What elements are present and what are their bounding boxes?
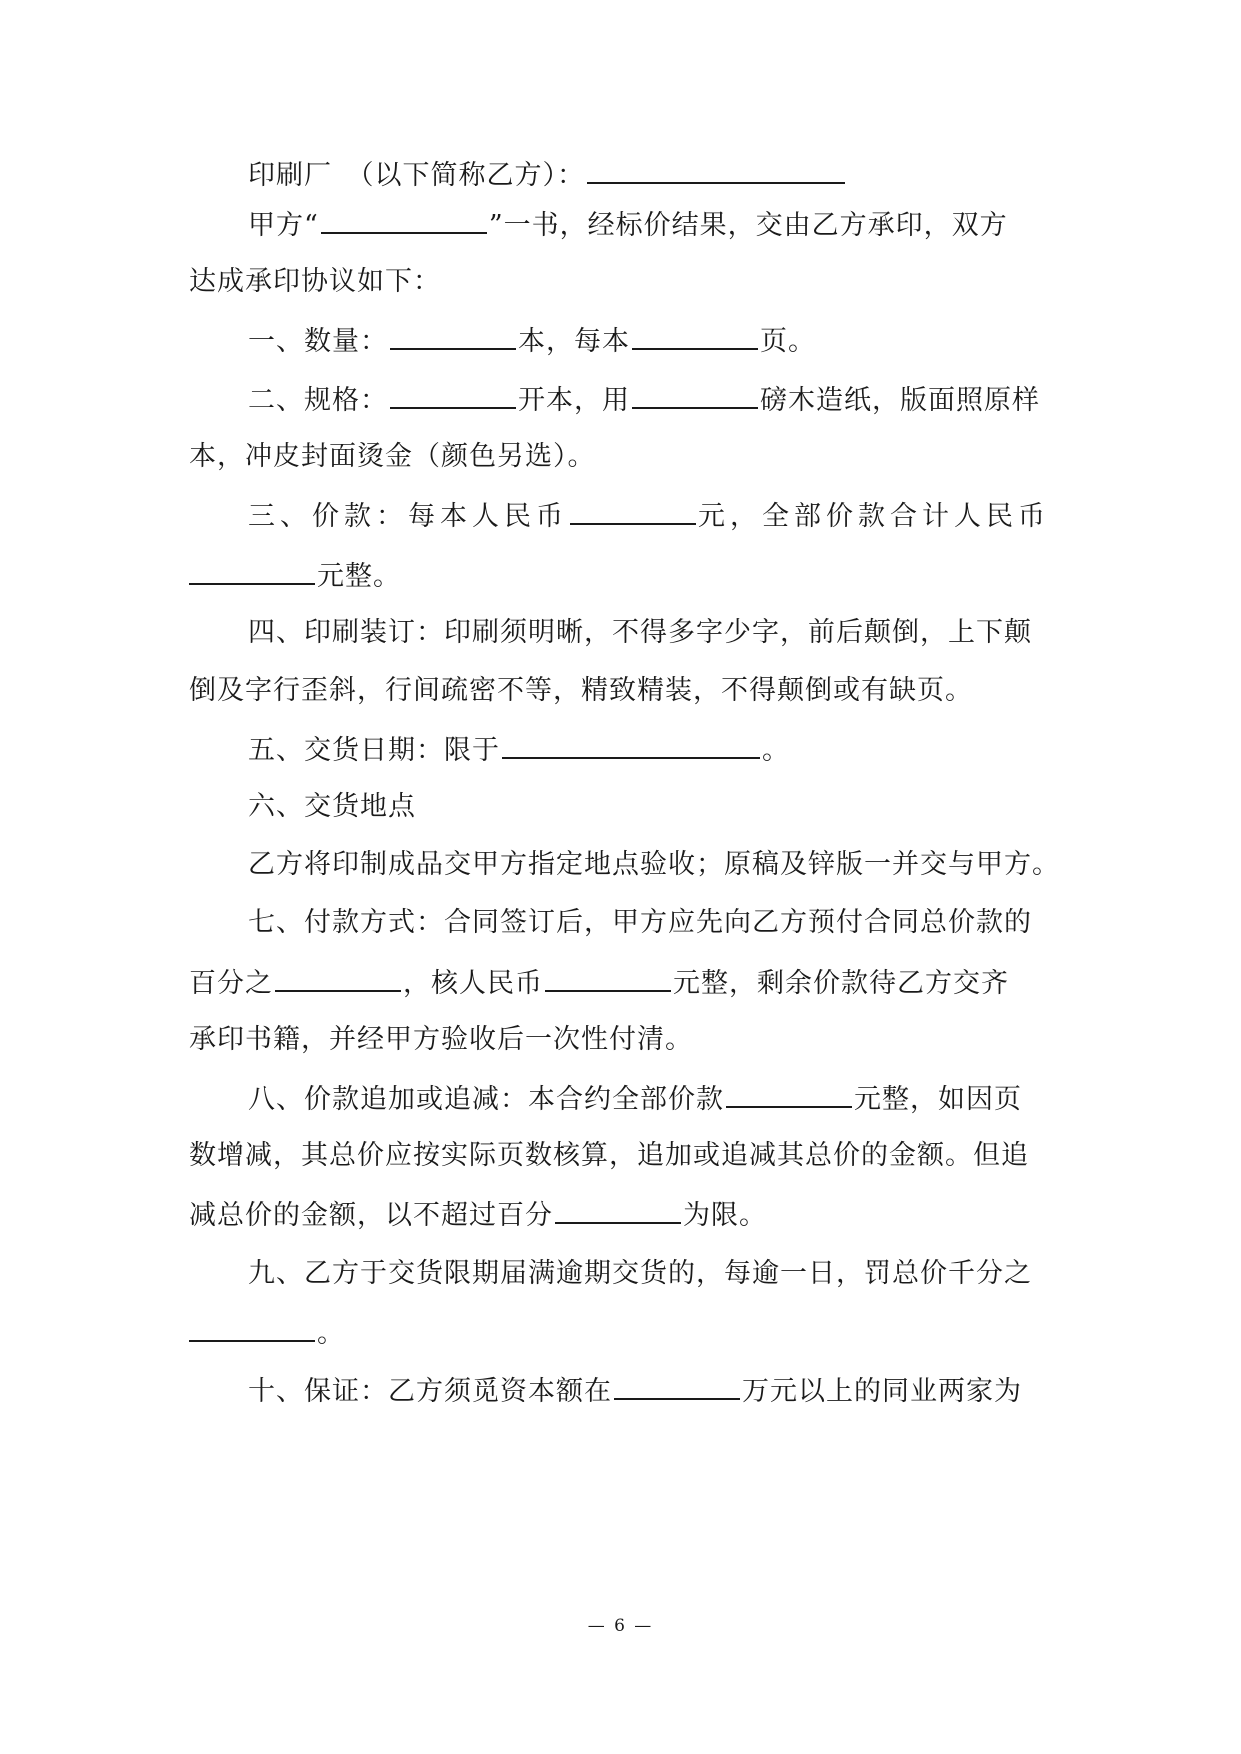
contract-total-blank	[726, 1080, 852, 1108]
clause-3-price	[248, 497, 1128, 535]
clause-10-guarantee	[248, 1372, 1128, 1410]
clause-1-quantity	[248, 322, 1128, 360]
clause-2-spec	[248, 381, 1128, 419]
book-title-blank	[321, 206, 487, 234]
clause-8-continuation	[189, 1138, 1069, 1174]
clause-4-continuation	[189, 673, 1069, 709]
clause-4-continuation-text: 倒及字行歪斜，行间疏密不等，精致精装，不得颠倒或有缺页。	[189, 675, 973, 706]
clause-9-continuation	[189, 1314, 1069, 1352]
paper-weight-blank	[632, 381, 758, 409]
clause-8-label: 八、价款追加或追减：本合约全部价款	[248, 1084, 724, 1115]
clause-2-continuation-text: 本，冲皮封面烫金（颜色另选）。	[189, 441, 596, 472]
clause-7-mid-text: ，核人民币	[403, 968, 543, 999]
clause-5-delivery-date	[248, 731, 1128, 769]
clause-10-text: 万元以上的同业两家为	[742, 1376, 1022, 1407]
clause-1-text: 本，每本	[518, 326, 630, 357]
clause-6-text: 乙方将印制成品交甲方指定地点验收；原稿及锌版一并交与甲方。	[248, 849, 1060, 880]
format-blank	[390, 381, 516, 409]
clause-9-penalty	[248, 1256, 1128, 1292]
clause-7-text: 七、付款方式：合同签订后，甲方应先向乙方预付合同总价款的	[248, 907, 1032, 938]
reduction-limit-blank	[555, 1196, 681, 1224]
clause-5-end: 。	[762, 735, 790, 766]
clause-2-text: 开本，用	[518, 385, 630, 416]
clause-3-continuation	[189, 557, 1069, 595]
clause-9-end: 。	[317, 1318, 345, 1349]
advance-percent-blank	[275, 964, 401, 992]
clause-8-final-end: 为限。	[683, 1200, 767, 1231]
party-b-line	[248, 156, 1128, 194]
pages-blank	[632, 322, 758, 350]
clause-7-end-text: 元整，剩余价款待乙方交齐	[673, 968, 1009, 999]
clause-1-label: 一、数量：	[248, 326, 388, 357]
delivery-date-blank	[502, 731, 760, 759]
intro-line	[248, 206, 1128, 244]
clause-6-text-line	[248, 847, 1128, 883]
unit-price-blank	[570, 497, 696, 525]
total-price-blank	[189, 557, 315, 585]
advance-amount-blank	[545, 964, 671, 992]
clause-5-label: 五、交货日期：限于	[248, 735, 500, 766]
intro-text-end: ”一书，经标价结果，交由乙方承印，双方	[488, 210, 1008, 241]
clause-1-end: 页。	[760, 326, 816, 357]
party-b-blank	[587, 156, 845, 184]
clause-2-label: 二、规格：	[248, 385, 388, 416]
intro-continuation	[189, 264, 1069, 300]
clause-2-continuation	[189, 439, 1069, 475]
clause-9-text: 九、乙方于交货限期届满逾期交货的，每逾一日，罚总价千分之	[248, 1258, 1032, 1289]
clause-7-final-text: 承印书籍，并经甲方验收后一次性付清。	[189, 1024, 693, 1055]
clause-6-label: 六、交货地点	[248, 791, 416, 822]
clause-7-final	[189, 1022, 1069, 1058]
page-number: — 6 —	[587, 1616, 654, 1636]
clause-10-label: 十、保证：乙方须觅资本额在	[248, 1376, 612, 1407]
capital-amount-blank	[614, 1372, 740, 1400]
clause-4-printing	[248, 615, 1128, 651]
clause-3-text: 元，全部价款合计人民币	[698, 501, 1050, 532]
clause-8-text: 元整，如因页	[854, 1084, 1022, 1115]
clause-4-text: 四、印刷装订：印刷须明晰，不得多字少字，前后颠倒，上下颠	[248, 617, 1032, 648]
clause-7-continuation	[189, 964, 1069, 1002]
clause-7-payment	[248, 905, 1128, 941]
intro-text-start: 甲方“	[248, 210, 319, 241]
clause-6-delivery-place	[248, 789, 1128, 825]
clause-2-end: 磅木造纸，版面照原样	[760, 385, 1040, 416]
clause-8-final	[189, 1196, 1069, 1234]
clause-8-continuation-text: 数增减，其总价应按实际页数核算，追加或追减其总价的金额。但追	[189, 1140, 1029, 1171]
clause-3-end: 元整。	[317, 561, 401, 592]
clause-8-adjustment	[248, 1080, 1128, 1118]
intro-continuation-text: 达成承印协议如下：	[189, 266, 441, 297]
penalty-rate-blank	[189, 1314, 315, 1342]
quantity-blank	[390, 322, 516, 350]
party-b-label: 印刷厂 （以下简称乙方）：	[248, 160, 585, 191]
clause-3-label: 三、价款：每本人民币	[248, 501, 568, 532]
clause-7-percent-label: 百分之	[189, 968, 273, 999]
clause-8-final-label: 减总价的金额，以不超过百分	[189, 1200, 553, 1231]
